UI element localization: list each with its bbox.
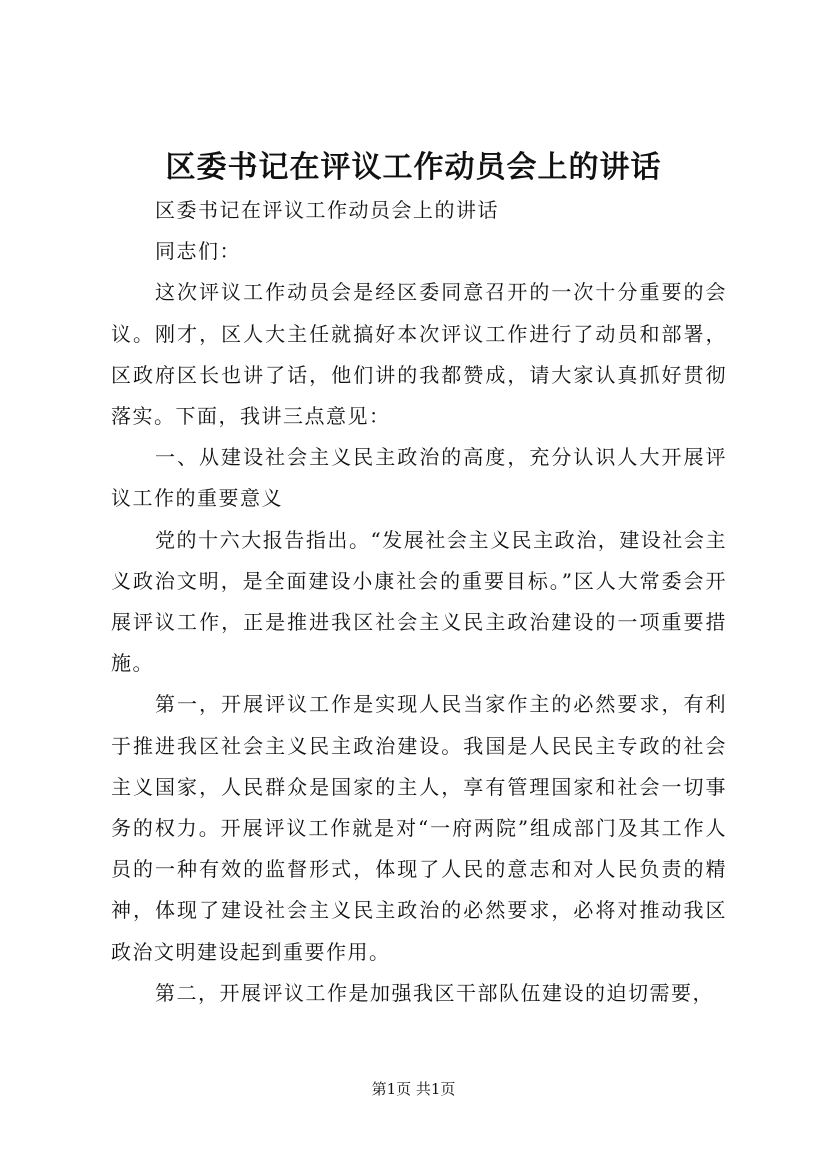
document-title: 区委书记在评议工作动员会上的讲话 <box>165 150 662 185</box>
paragraph-point-one: 第一，开展评议工作是实现人民当家作主的必然要求，有利于推进我区社会主义民主政治建设。我国是人民民主专政的社会主义国家，人民群众是国家的主人，享有管理国家和社会一切事务的权力。开展评议工作就是对“一府两院”组成部门及其工作人员的一种有效的监督形式，体现了人民的意志和对人民负责的精神，体现了建设社会主义民主政治的必然要求，必将对推动我区政治文明建设起到重要作用。 <box>111 692 727 964</box>
paragraph-subtitle: 区委书记在评议工作动员会上的讲话 <box>155 198 499 222</box>
paragraph-intro: 这次评议工作动员会是经区委同意召开的一次十分重要的会议。刚才，区人大主任就搞好本次评议工作进行了动员和部署，区政府区长也讲了话，他们讲的我都赞成，请大家认真抓好贯彻落实。下面，我讲三点意见： <box>111 280 727 429</box>
paragraph-point-two: 第二，开展评议工作是加强我区干部队伍建设的迫切需要， <box>155 980 714 1005</box>
paragraph-section-heading: 一、从建设社会主义民主政治的高度，充分认识人大开展评议工作的重要意义 <box>111 445 727 511</box>
document-body <box>111 190 727 1014</box>
page-number-footer: 第1页 共1页 <box>371 1080 456 1098</box>
paragraph-report-quote: 党的十六大报告指出。“发展社会主义民主政治，建设社会主义政治文明，是全面建设小康社会的重要目标。”区人大常委会开展评议工作，正是推进我区社会主义民主政治建设的一项重要措施。 <box>111 527 727 676</box>
paragraph-salutation: 同志们： <box>155 239 241 264</box>
